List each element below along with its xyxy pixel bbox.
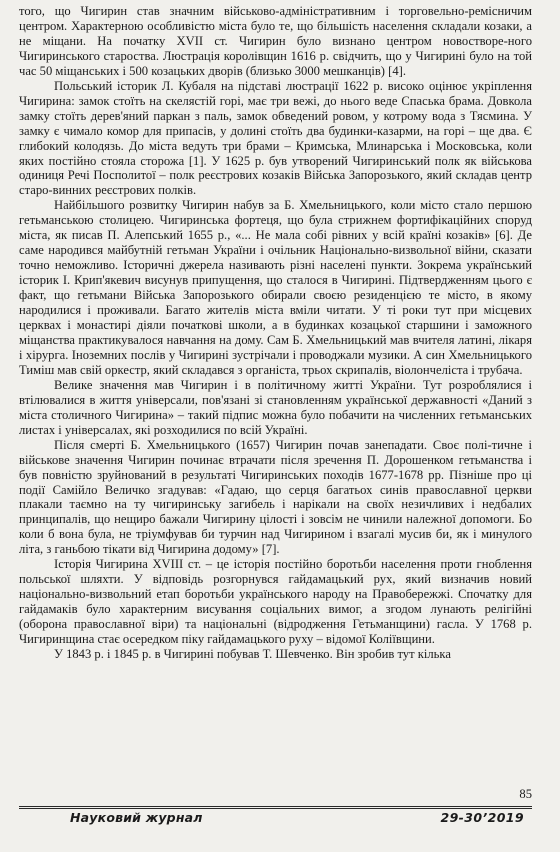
paragraph-3: Найбільшого розвитку Чигирин набув за Б. Хмельницького, коли місто стало першою гетьманською столицею. Чигиринська фортеця, що була стрижнем фортифікаційних споруд міста, як писав П. Алепський 1655 р., «... Не мала собі рівних у всій країні козаків» [6]. Де саме народився майбутній гетьман України і очільник Національно-визвольної війни, сказати точно неможливо. Історичні джерела називають різні населені пункти. Зокрема український історик І. Крип'якевич висунув припущення, що сталося в Чигирині. Підтвердженням цього є факт, що гетьмани Війська Запорозького обирали своєю резиденцією те місто, в якому народилися і проживали. Багато жителів міста вміли читати. У ті роки тут при місцевих церквах і монастирі діяли початкові школи, а в будинках козацької старшини і заможного міщанства практикувалося навчання на дому. Сам Б. Хмельницький мав вчителя латині, лікаря і хірурга. Іноземних послів у Чигирині зустрічали і проводжали музики. А син Хмельницького Тиміш мав свій оркестр, який складався з органіста, трьох скрипалів, віолончеліста і трубача. bbox=[19, 198, 532, 377]
journal-title: Науковий журнал bbox=[70, 810, 203, 825]
paragraph-6: Історія Чигирина XVIII ст. – це історія постійно боротьби населення проти гноблення польської шляхти. У відповідь розгорнувся гайдамацький рух, який визначив новий національно-визвольний етап боротьби українського народу на Правобережжі. Спочатку для гайдамаків було характерним висування соціальних вимог, а згодом лунають релігійні (оборона православної віри) та національні (відродження Гетьманщини) гасла. У 1768 р. Чигиринщина стає осередком піку гайдамацького руху – відомої Коліївщини. bbox=[19, 557, 532, 647]
issue-number: 29-30’2019 bbox=[440, 810, 524, 825]
page-number: 85 bbox=[519, 787, 532, 801]
paragraph-5: Після смерті Б. Хмельницького (1657) Чигирин почав занепадати. Своє полі-тичне і військове значення Чигирин починає втрачати після зречення П. Дорошенком гетьманства і був повністю зруйнований в результаті Чигиринських походів 1677-1678 рр. Пізніше про ці події Самійло Величко згадував: «Гадаю, що серця багатьох синів православної церкви плакали таємно на ту чигиринську загибель і нарікали на своїх незичливих і недбалих принципалів, що нещиро бажали Чигирину цілості і зовсім не чинили належної допомоги. Бо коли б вона була, не тріумфував би турчин над Чигирином і взагалі мусив би, як і минулого літа, з ганьбою тікати від Чигирина додому» [7]. bbox=[19, 437, 532, 557]
paragraph-1: того, що Чигирин став значним військово-адміністративним і торговельно-ремісничим центром. Характерною особливістю міста було те, що більшість населення складали козаки, а не міщани. На початку XVII ст. Чигирин було визнано центром новостворе-ного Чигиринського староства. Люстрація королівщин 1616 р. свідчить, що у Чигирині було на той час 50 міщанських і 500 козацьких дворів (близько 3000 мешканців) [4]. bbox=[19, 4, 532, 78]
body-text bbox=[19, 4, 532, 662]
paragraph-4: Велике значення мав Чигирин і в політичному житті України. Тут розроблялися і втілювалися в життя універсали, пов'язані зі становленням української державності «Даний з міста столичного Чигирина» – такий підпис можна було побачити на численних гетьманських листах і універсалах, які розходилися по всій Україні. bbox=[19, 377, 532, 437]
paragraph-7: У 1843 р. і 1845 р. в Чигирині побував Т. Шевченко. Він зробив тут кілька bbox=[54, 646, 451, 661]
paragraph-2: Польський історик Л. Кубаля на підставі люстрації 1622 р. високо оцінює укріплення Чигирина: замок стоїть на скелястій горі, має три вежі, до нього веде Спаська брама. Довкола замку стоїть дерев'яний паркан з паль, замок обведений ровом, у котрому вода з Тясмина. У замку є чимало комор для припасів, у долині стоїть два будинки-казарми, на горі – ще два. Є глибокий колодязь. До міста ведуть три брами – Кримська, Млинарська і Московська, коли яких постійно стояла сторожа [1]. У 1625 р. був утворений Чигиринський полк як військова одиниця Речі Посполитої – полк реєстрових козаків Війська Запорозького, який складав центр старо-винних реєстрових полків. bbox=[19, 78, 532, 198]
